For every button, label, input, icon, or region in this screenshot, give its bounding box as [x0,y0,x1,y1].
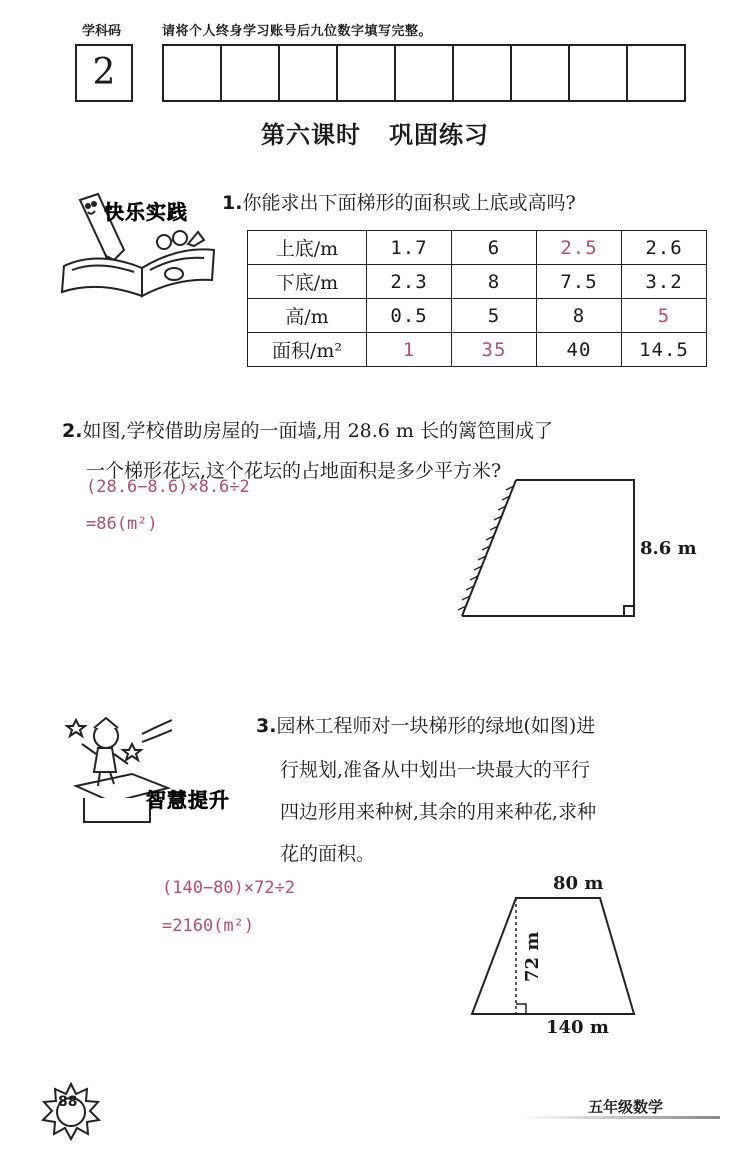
row-header: 上底/m [248,231,367,265]
digit-cell[interactable] [570,46,628,100]
table-cell: 14.5 [622,333,707,367]
question-text: 园林工程师对一块梯形的绿地(如图)进 [276,715,596,737]
trapezoid-garden-figure [464,892,644,1022]
table-row [248,265,707,299]
lesson-number: 第六课时 [261,121,361,149]
table-row [248,333,707,367]
table-cell: 6 [452,231,537,265]
question-text: 一个梯形花坛,这个花坛的占地面积是多少平方米? [86,460,502,482]
trapezoid-table [247,230,707,367]
q3-work-line-2: =2160(m²) [162,916,255,936]
table-cell: 0.5 [367,299,452,333]
digit-cell[interactable] [164,46,222,100]
digit-cell[interactable] [338,46,396,100]
digit-cell[interactable] [280,46,338,100]
question-3-line-4: 花的面积。 [280,843,376,865]
table-cell: 2.6 [622,231,707,265]
bottom-base-label: 140 m [546,1017,609,1038]
trapezoid-flowerbed-figure [452,470,652,630]
lesson-title [0,115,750,150]
answer-cell: 35 [452,333,537,367]
question-3-line-2: 行规划,准备从中划出一块最大的平行 [280,759,591,781]
table-cell: 8 [452,265,537,299]
row-header: 下底/m [248,265,367,299]
top-base-label: 80 m [553,873,604,894]
question-3-line-3: 四边形用来种树,其余的用来种花,求种 [280,801,597,823]
book-title: 五年级数学 [588,1098,664,1116]
digit-cell[interactable] [222,46,280,100]
answer-cell: 5 [622,299,707,333]
table-cell: 8 [537,299,622,333]
digit-cell[interactable] [628,46,686,100]
table-cell: 1.7 [367,231,452,265]
subject-code-label: 学科码 [82,24,122,39]
table-cell: 40 [537,333,622,367]
section-badge-practice: 快乐实践 [104,200,188,224]
answer-cell: 2.5 [537,231,622,265]
question-number: 3. [256,715,277,737]
digit-cell[interactable] [396,46,454,100]
q2-work-line-1: (28.6−8.6)×8.6÷2 [86,477,250,497]
page-number-sun-icon [38,1080,104,1146]
row-header: 高/m [248,299,367,333]
page-number: 88 [58,1094,78,1110]
answer-cell: 1 [367,333,452,367]
table-cell: 2.3 [367,265,452,299]
question-text: 如图,学校借助房屋的一面墙,用 28.6 m 长的篱笆围成了 [82,420,553,442]
table-row [248,231,707,265]
row-header: 面积/m² [248,333,367,367]
table-cell: 3.2 [622,265,707,299]
question-number: 2. [62,420,83,442]
height-label: 8.6 m [640,538,697,559]
account-instruction: 请将个人终身学习账号后九位数字填写完整。 [162,24,433,39]
digit-cell[interactable] [512,46,570,100]
lesson-topic: 巩固练习 [389,121,489,149]
question-3-line-1 [256,706,595,746]
height-label: 72 m [522,931,543,982]
q2-work-line-2: =86(m²) [86,514,158,534]
table-row [248,299,707,333]
question-number: 1. [222,192,243,214]
account-digit-boxes[interactable] [162,44,686,102]
q3-work-line-1: (140−80)×72÷2 [162,878,296,898]
question-1 [222,183,576,223]
table-cell: 5 [452,299,537,333]
subject-code-box: 2 [75,44,133,102]
question-text: 你能求出下面梯形的面积或上底或高吗? [242,192,576,214]
table-cell: 7.5 [537,265,622,299]
section-badge-advance: 智慧提升 [146,788,230,812]
digit-cell[interactable] [454,46,512,100]
